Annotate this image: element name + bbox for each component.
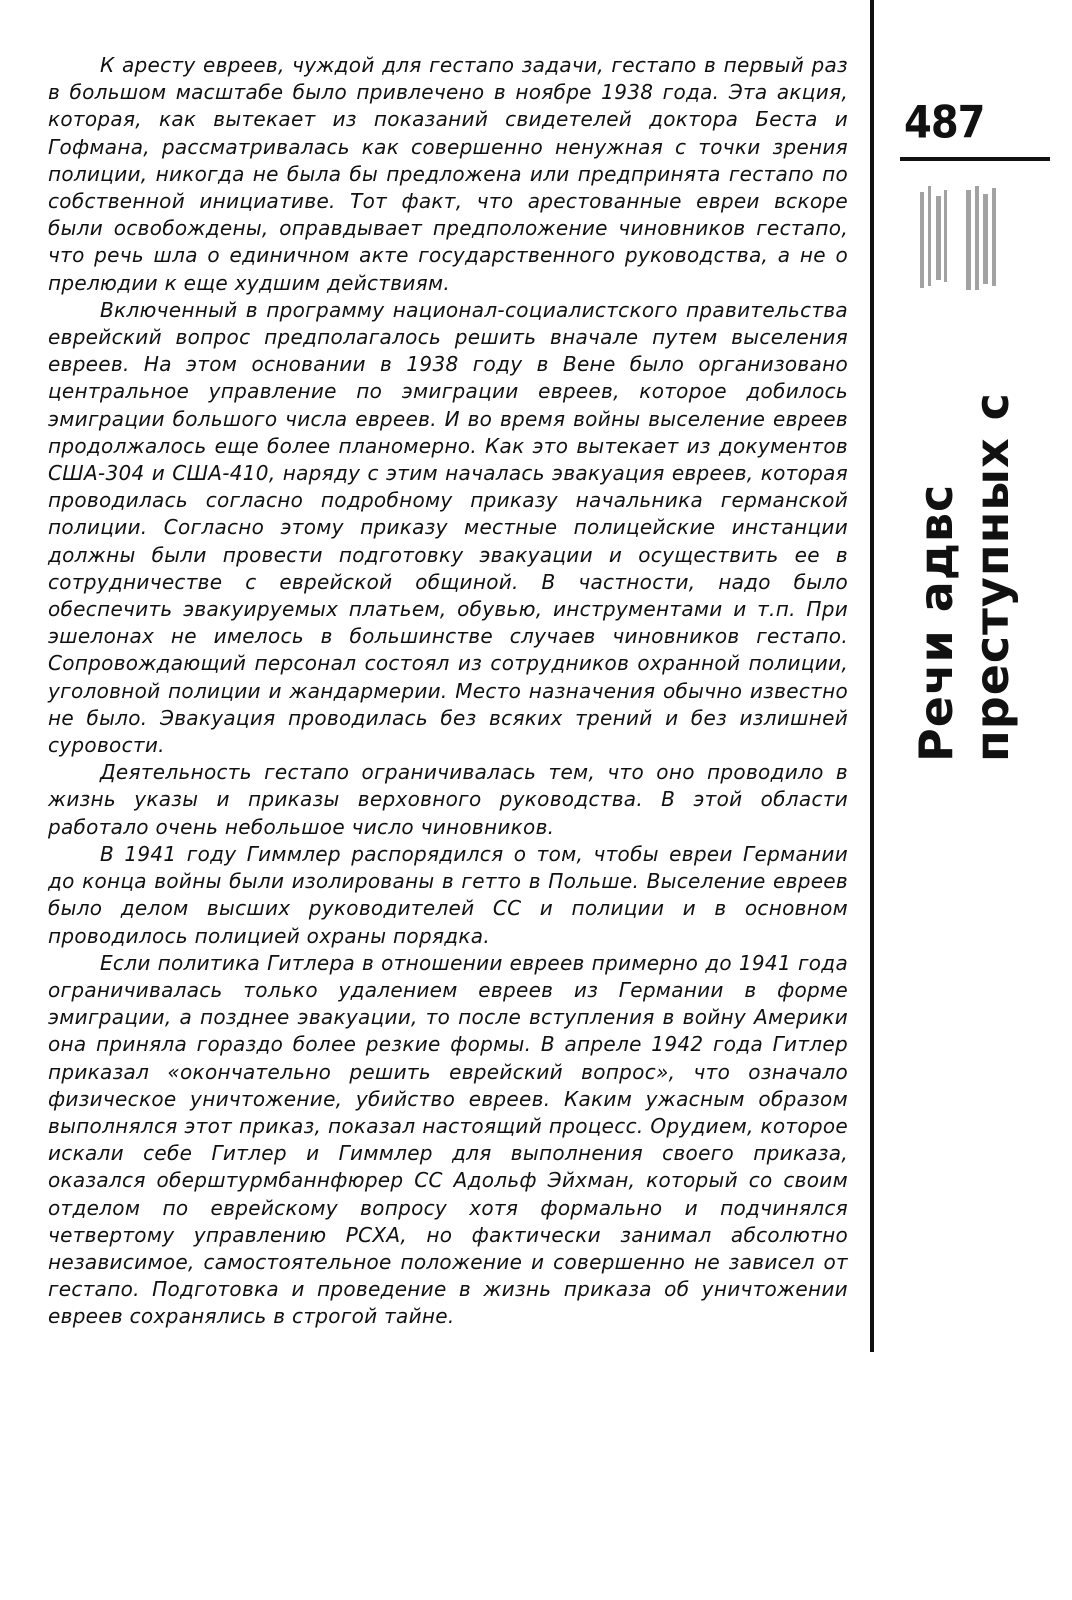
faded-print-mark-left xyxy=(918,186,952,296)
body-text xyxy=(48,52,848,1331)
paragraph-5: Если политика Гитлера в отношении евреев примерно до 1941 года ограничивалась только удалением евреев из Германии в форме эмиграции, а позднее эвакуации, то после вступления в войну Америки она приняла гораздо более резкие формы. В апреле 1942 года Гитлер приказал «окончательно решить еврейский вопрос», что означало физическое уничтожение, убийство евреев. Каким ужасным образом выполнялся этот приказ, показал настоящий процесс. Орудием, которое искали себе Гитлер и Гиммлер для выполнения своего приказа, оказался оберштурмбаннфюрер СС Адольф Эйхман, который со своим отделом по еврейскому вопросу хотя формально и подчинялся четвертому управлению РСХА, но фактически занимал абсолютно независимое, самостоятельное положение и совершенно не зависел от гестапо. Подготовка и проведение в жизнь приказа об уничтожении евреев сохранялись в строгой тайне. xyxy=(48,950,848,1329)
paragraph-1: К аресту евреев, чуждой для гестапо задачи, гестапо в первый раз в большом масштабе было привлечено в ноябре 1938 года. Эта акция, которая, как вытекает из показаний свидетелей доктора Беста и Гофмана, рассматривалась как совершенно ненужная с точки зрения полиции, никогда не была бы предложена или предпринята гестапо по собственной инициативе. Тот факт, что арестованные евреи вскоре были освобождены, оправдывает предположение чиновников гестапо, что речь шла о единичном акте государственного руководства, а не о прелюдии к еще худшим действиям. xyxy=(48,53,848,295)
margin-vertical-rule xyxy=(870,0,874,1352)
running-title-line-2: преступных с xyxy=(965,392,1019,762)
faded-print-mark-right xyxy=(964,186,998,296)
paragraph-3: Деятельность гестапо ограничивалась тем, что оно проводило в жизнь указы и приказы верховного руководства. В этой области работало очень небольшое число чиновников. xyxy=(48,760,848,839)
paragraph-4: В 1941 году Гиммлер распорядился о том, чтобы евреи Германии до конца войны были изолированы в гетто в Польше. Выселение евреев было делом высших руководителей СС и полиции и в основном проводилось полицией охраны порядка. xyxy=(48,841,848,948)
page-number: 487 xyxy=(904,97,985,149)
paragraph-2: Включенный в программу национал-социалистского правительства еврейский вопрос предполагалось решить вначале путем выселения евреев. На этом основании в 1938 году в Вене было организовано центральное управление по эмиграции евреев, которое добилось эмиграции большого числа евреев. И во время войны выселение евреев продолжалось еще более планомерно. Как это вытекает из документов США-304 и США-410, наряду с этим началась эвакуация евреев, которая проводилась согласно подробному приказу начальника германской полиции. Согласно этому приказу местные полицейские инстанции должны были провести подготовку эвакуации и осуществить ее в сотрудничестве с еврейской общиной. В частности, надо было обеспечить эвакуируемых платьем, обувью, инструментами и т.п. При эшелонах не имелось в большинстве случаев чиновников гестапо. Сопровождающий персонал состоял из сотрудников охранной полиции, уголовной полиции и жандармерии. Место назначения обычно известно не было. Эвакуация проводилась без всяких трений и без излишней суровости. xyxy=(48,297,848,758)
page-number-underline xyxy=(900,157,1050,161)
running-title-line-1: Речи адвс xyxy=(909,483,963,762)
